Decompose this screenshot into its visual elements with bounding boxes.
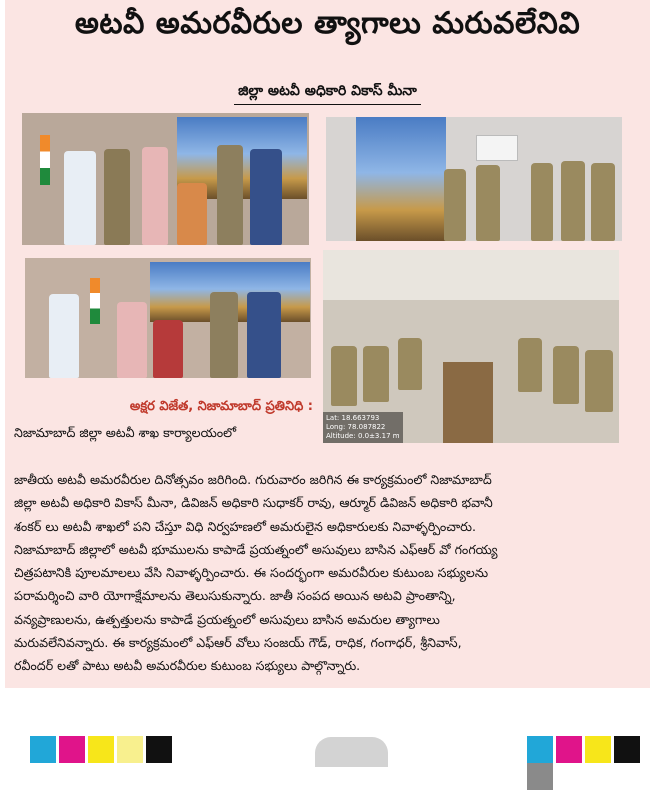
flag-image xyxy=(40,135,50,185)
register-marks-right xyxy=(527,736,663,763)
person-figure xyxy=(247,292,281,378)
body-line: నిజామాబాద్ జిల్లాలో అటవీ భూములను కాపాడే ప్రయత్నంలో అసువులు బాసిన ఎఫ్ఆర్ వో గంగయ్య xyxy=(14,541,498,557)
ac-unit-image xyxy=(476,135,518,161)
color-swatch xyxy=(146,736,172,763)
body-line: జాతీయ అటవీ అమరవీరుల దినోత్సవం జరిగింది. గురువారం జరిగిన ఈ కార్యక్రమంలో నిజామాబాద్ xyxy=(14,472,492,487)
color-swatch xyxy=(556,736,582,763)
person-figure xyxy=(64,151,96,245)
person-figure xyxy=(117,302,147,378)
gps-overlay xyxy=(323,412,403,443)
person-figure xyxy=(444,169,466,241)
photo-tribute-ceremony xyxy=(25,258,311,378)
body-line: జిల్లా అటవీ అధికారి వికాస్ మీనా, డివిజన్ అధికారి సుధాకర్ రావు, ఆర్మూర్ డివిజన్ అధికారి భవానీ xyxy=(14,495,493,511)
person-figure xyxy=(363,346,389,402)
color-swatch xyxy=(527,736,553,763)
byline: జిల్లా అటవీ అధికారి వికాస్ మీనా xyxy=(234,83,421,105)
color-swatch xyxy=(59,736,85,763)
person-figure xyxy=(104,149,130,245)
color-swatch xyxy=(527,763,553,790)
body-line: పరామర్శించి వారి యోగాక్షేమాలను తెలుసుకున్నారు. జాతీ సంపద అయిన అటవి ప్రాంతాన్ని, xyxy=(14,588,456,604)
body-line: మరువలేనివన్నారు. ఈ కార్యక్రమంలో ఎఫ్ఆర్ వోలు సంజయ్ గౌడ్, రాధిక, గంగాధర్, శ్రీనివాస్, xyxy=(14,635,462,651)
person-figure xyxy=(331,346,357,406)
article-body xyxy=(14,468,497,678)
register-marks-left xyxy=(30,736,175,763)
photo-memorial-banner xyxy=(326,117,622,241)
photo-conference-hall xyxy=(323,250,619,443)
person-figure xyxy=(585,350,613,412)
gps-lat: Lat: 18.663793 xyxy=(326,414,380,422)
person-figure xyxy=(553,346,579,404)
person-figure xyxy=(518,338,542,392)
photo-banner xyxy=(356,117,446,241)
news-clipping xyxy=(5,0,650,688)
person-figure xyxy=(398,338,422,390)
color-swatch xyxy=(30,736,56,763)
body-line: వన్యప్రాణులను, ఉత్పత్తులను కాపాడే ప్రయత్నంలో అసువులు బాసిన అమరుల త్యాగాలు xyxy=(14,611,440,627)
color-swatch xyxy=(117,736,143,763)
gps-alt: Altitude: 0.0±3.17 m xyxy=(326,432,400,440)
dateline: అక్షర విజేత, నిజామాబాద్ ప్రతినిధి : xyxy=(129,399,313,414)
person-figure xyxy=(153,320,183,378)
person-figure xyxy=(217,145,243,245)
byline-wrapper xyxy=(5,80,650,105)
body-line: చిత్రపటానికి పూలమాలలు వేసి నివాళ్ళర్పించారు. ఈ సందర్భంగా అమరవీరుల కుటుంబ సభ్యులను xyxy=(14,565,489,581)
person-figure xyxy=(142,147,168,245)
color-swatch xyxy=(614,736,640,763)
body-line: శంకర్ లు అటవీ శాఖలో పని చేస్తూ విధి నిర్వహణలో అమరులైన అధికారులకు నివాళ్ళర్పించారు. xyxy=(14,518,477,534)
color-swatch xyxy=(585,736,611,763)
person-figure xyxy=(476,165,500,241)
body-line: రవీందర్ లతో పాటు అటవీ అమరవీరుల కుటుంబ సభ్యులు పాల్గొన్నారు. xyxy=(14,658,361,674)
gps-long: Long: 78.087822 xyxy=(326,423,386,431)
person-figure xyxy=(210,292,238,378)
person-figure xyxy=(561,161,585,241)
person-figure xyxy=(250,149,282,245)
person-figure xyxy=(49,294,79,378)
photo-officials-meeting xyxy=(22,113,309,245)
color-swatch xyxy=(88,736,114,763)
flag-image xyxy=(90,278,100,324)
conference-table xyxy=(443,362,493,443)
hall-ceiling xyxy=(323,250,619,300)
person-figure xyxy=(591,163,615,241)
article-body-first-line: నిజామాబాద్ జిల్లా అటవీ శాఖ కార్యాలయంలో xyxy=(14,425,237,440)
headline: అటవీ అమరవీరుల త్యాగాలు మరువలేనివి xyxy=(74,6,581,41)
person-figure xyxy=(531,163,553,241)
person-figure xyxy=(177,183,207,245)
